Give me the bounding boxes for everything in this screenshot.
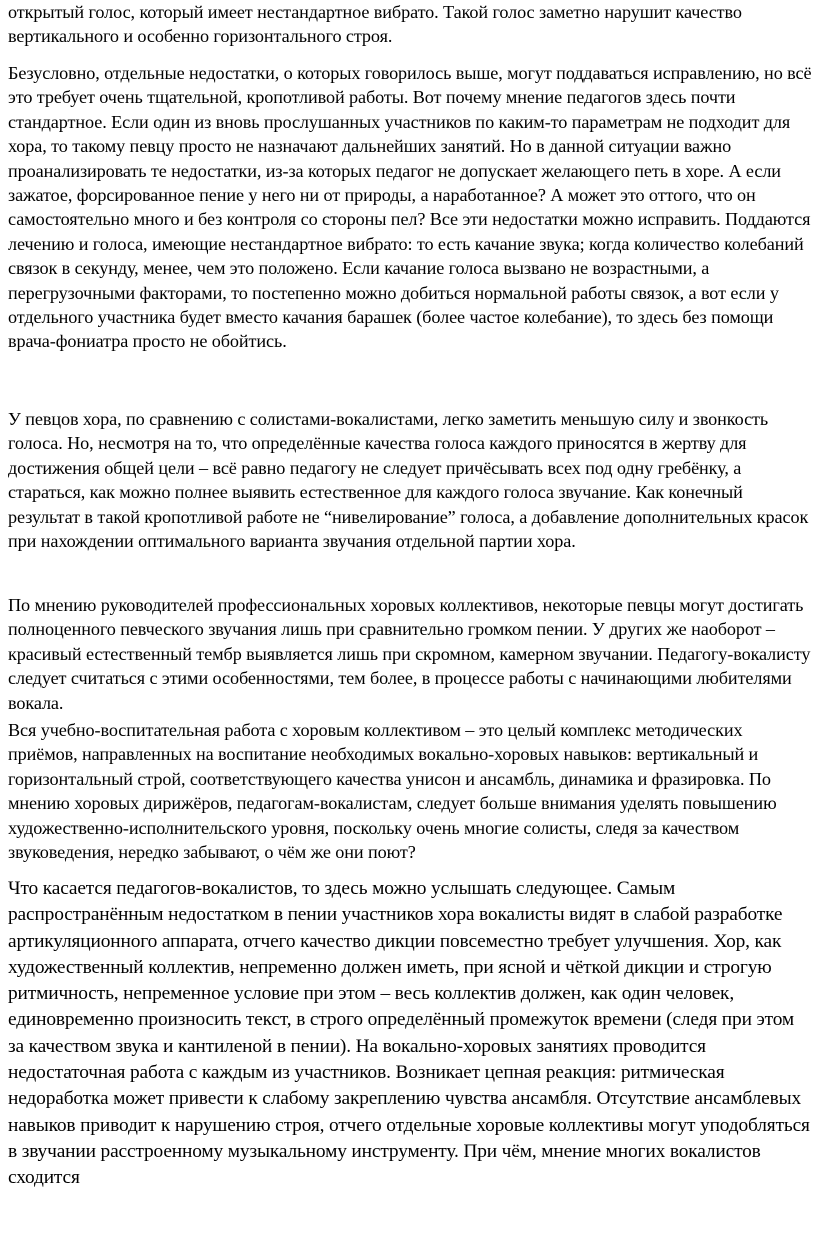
paragraph-6: Что касается педагогов-вокалистов, то здесь можно услышать следующее. Самым распространённым недостатком в пении участников хора вокалисты видят в слабой разработке артикуляционного аппарата, отчего качество дикции повсеместно требует улучшения. Хор, как художественный коллектив, непременно должен иметь, при ясной и чёткой дикции и строгую ритмичность, непременное условие при этом – весь коллектив должен, как один человек, единовременно произносить текст, в строго определённый промежуток времени (следя при этом за качеством звука и кантиленой в пении). На вокально-хоровых занятиях проводится недостаточная работа с каждым из участников. Возникает цепная реакция: ритмическая недоработка может привести к слабому закреплению чувства ансамбля. Отсутствие ансамблевых навыков приводит к нарушению строя, отчего отдельные хоровые коллективы могут уподобляться в звучании расстроенному музыкальному инструменту. При чём, мнение многих вокалистов сходится [8,878,810,1189]
paragraph-4: По мнению руководителей профессиональных хоровых коллективов, некоторые певцы могут достигать полноценного певческого звучания лишь при сравнительно громком пении. У других же наоборот – красивый естественный тембр выявляется лишь при скромном, камерном звучании. Педагогу-вокалисту следует считаться с этими особенностями, тем более, в процессе работы с начинающими любителями вокала. [8,595,811,713]
paragraph-2: Безусловно, отдельные недостатки, о которых говорилось выше, могут поддаваться исправлению, но всё это требует очень тщательной, кропотливой работы. Вот почему мнение педагогов здесь почти стандартное. Если один из вновь прослушанных участников по каким-то параметрам не подходит для хора, то такому певцу просто не назначают дальнейших занятий. Но в данной ситуации важно проанализировать те недостатки, из-за которых педагог не допускает желающего петь в хоре. А если зажатое, форсированное пение у него ни от природы, а наработанное? А может это оттого, что он самостоятельно много и без контроля со стороны пел? Все эти недостатки можно исправить. Поддаются лечению и голоса, имеющие нестандартное вибрато: то есть качание звука; когда количество колебаний связок в секунду, менее, чем это положено. Если качание голоса вызвано не возрастными, а перегрузочными факторами, то постепенно можно добиться нормальной работы связок, а вот если у отдельного участника будет вместо качания барашек (более частое колебание), то здесь без помощи врача-фониатра просто не обойтись. [8,63,812,352]
paragraph-3: У певцов хора, по сравнению с солистами-вокалистами, легко заметить меньшую силу и звонкость голоса. Но, несмотря на то, что определённые качества голоса каждого приносятся в жертву для достижения общей цели – всё равно педагогу не следует причёсывать всех под одну гребёнку, а стараться, как можно полнее выявить естественное для каждого голоса звучание. Как конечный результат в такой кропотливой работе не “нивелирование” голоса, а добавление дополнительных красок при нахождении оптимального варианта звучания отдельной партии хора. [8,409,809,552]
paragraph-1: открытый голос, который имеет нестандартное вибрато. Такой голос заметно нарушит качество вертикального и особенно горизонтального строя. [8,2,742,47]
paragraph-5: Вся учебно-воспитательная работа с хоровым коллективом – это целый комплекс методических приёмов, направленных на воспитание необходимых вокально-хоровых навыков: вертикальный и горизонтальный строй, соответствующего качества унисон и ансамбль, динамика и фразировка. По мнению хоровых дирижёров, педагогам-вокалистам, следует больше внимания уделять повышению художественно-исполнительского уровня, поскольку очень многие солисты, следя за качеством звуковедения, нередко забывают, о чём же они поют? [8,720,777,863]
